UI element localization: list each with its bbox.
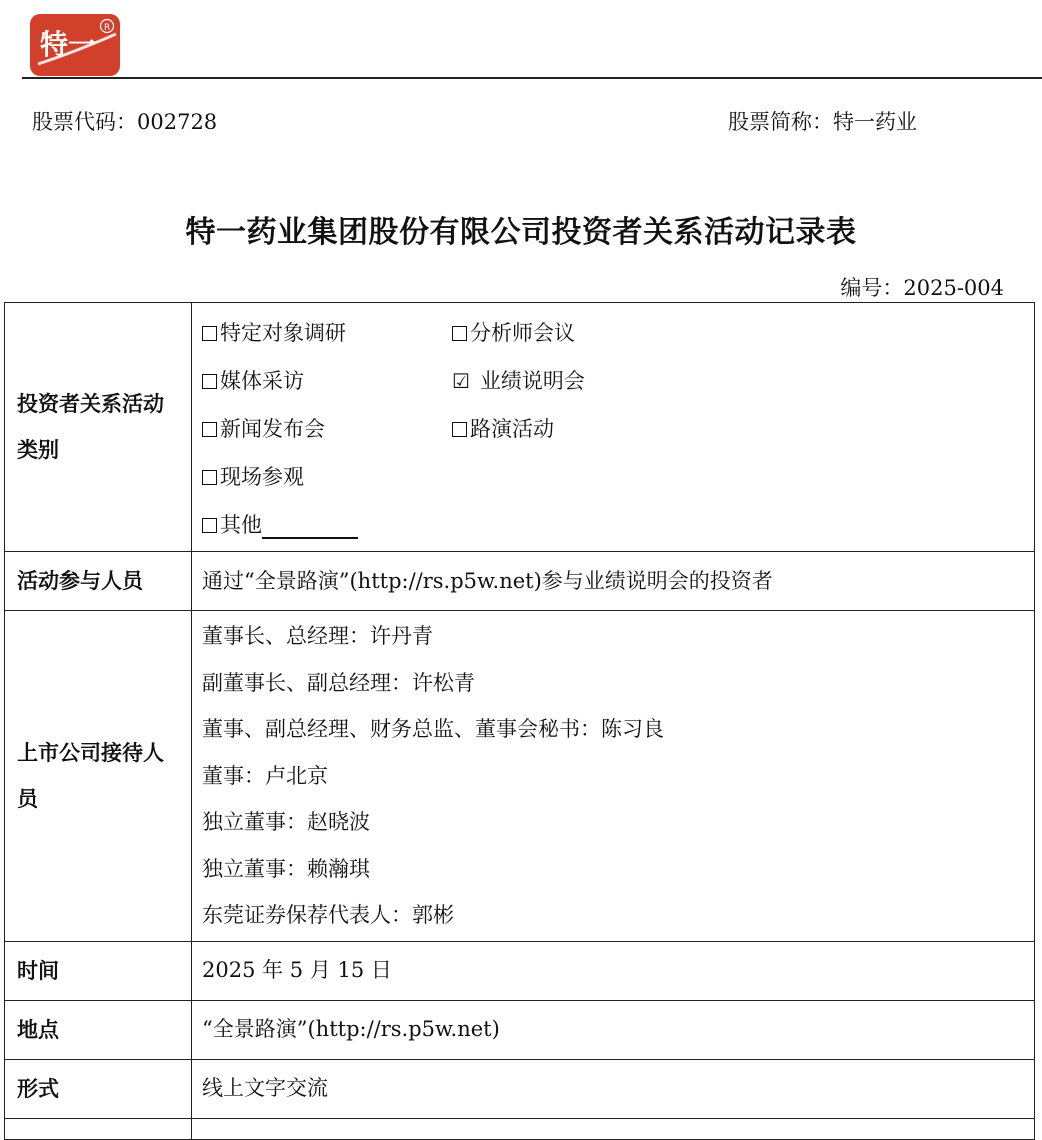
svg-text:特一: 特一 xyxy=(40,28,97,61)
activity-record-table xyxy=(4,302,1035,1140)
checked-checkbox-icon[interactable]: ☑ xyxy=(452,369,470,393)
location-label: 地点 xyxy=(5,1000,192,1059)
activity-type-options xyxy=(192,303,1035,552)
format-value: 线上文字交流 xyxy=(192,1059,1035,1118)
header-divider xyxy=(22,77,1042,79)
activity-option[interactable] xyxy=(202,357,452,405)
checkbox-icon[interactable] xyxy=(452,326,467,341)
activity-option[interactable] xyxy=(452,357,752,405)
receptionist-entry: 独立董事：赵晓波 xyxy=(202,810,370,834)
document-title: 特一药业集团股份有限公司投资者关系活动记录表 xyxy=(185,215,857,250)
activity-option-label: 新闻发布会 xyxy=(220,417,325,441)
time-value: 2025 年 5 月 15 日 xyxy=(192,941,1035,1000)
participants-label: 活动参与人员 xyxy=(5,552,192,611)
receptionist-entry: 独立董事：赖瀚琪 xyxy=(202,856,370,881)
location-value: “全景路演”(http://rs.p5w.net) xyxy=(192,1000,1035,1059)
receptionist-entry: 东莞证券保荐代表人：郭彬 xyxy=(202,903,454,927)
table-row-activity-type xyxy=(5,303,1035,552)
format-label: 形式 xyxy=(5,1059,192,1118)
activity-option[interactable] xyxy=(202,405,452,453)
table-row-location xyxy=(5,1000,1035,1059)
stock-code: 股票代码：002728 xyxy=(32,110,218,134)
table-row-time xyxy=(5,941,1035,1000)
table-row-receptionists xyxy=(5,611,1035,942)
table-row-continuation xyxy=(5,1118,1035,1139)
receptionists-label: 上市公司接待人员 xyxy=(5,611,192,942)
table-row-format xyxy=(5,1059,1035,1118)
checkbox-icon[interactable] xyxy=(202,518,217,533)
activity-option[interactable] xyxy=(452,309,752,357)
activity-option[interactable] xyxy=(202,453,752,501)
receptionist-entry: 董事长、总经理：许丹青 xyxy=(202,624,433,648)
checkbox-icon[interactable] xyxy=(202,470,217,485)
receptionist-entry: 董事：卢北京 xyxy=(202,763,328,788)
activity-option-label: 分析师会议 xyxy=(470,321,575,345)
table-row-participants xyxy=(5,552,1035,611)
activity-option[interactable] xyxy=(452,405,752,453)
document-number: 编号：2025-004 xyxy=(840,276,1004,300)
stock-name: 股票简称：特一药业 xyxy=(728,110,917,134)
activity-option-label: 媒体采访 xyxy=(220,369,304,393)
activity-option[interactable] xyxy=(202,309,452,357)
receptionist-entry: 副董事长、副总经理：许松青 xyxy=(202,670,475,695)
time-label: 时间 xyxy=(5,941,192,1000)
checkbox-icon[interactable] xyxy=(202,422,217,437)
activity-option-label: 业绩说明会 xyxy=(479,369,585,393)
checkbox-icon[interactable] xyxy=(202,326,217,341)
checkbox-icon[interactable] xyxy=(202,374,217,389)
svg-text:R: R xyxy=(104,23,111,33)
activity-option-label: 其他 xyxy=(220,513,262,537)
checkbox-icon[interactable] xyxy=(452,422,467,437)
activity-option-label: 特定对象调研 xyxy=(220,321,346,345)
other-fill-blank[interactable] xyxy=(262,511,358,539)
participants-value: 通过“全景路演”(http://rs.p5w.net)参与业绩说明会的投资者 xyxy=(192,552,1035,611)
activity-option[interactable] xyxy=(202,501,752,549)
receptionist-entry: 董事、副总经理、财务总监、董事会秘书：陈习良 xyxy=(202,717,664,741)
company-logo xyxy=(30,14,120,76)
activity-option-label: 路演活动 xyxy=(470,417,554,441)
activity-option-label: 现场参观 xyxy=(220,465,304,489)
activity-type-label: 投资者关系活动类别 xyxy=(5,303,192,552)
receptionists-list xyxy=(192,611,1035,942)
